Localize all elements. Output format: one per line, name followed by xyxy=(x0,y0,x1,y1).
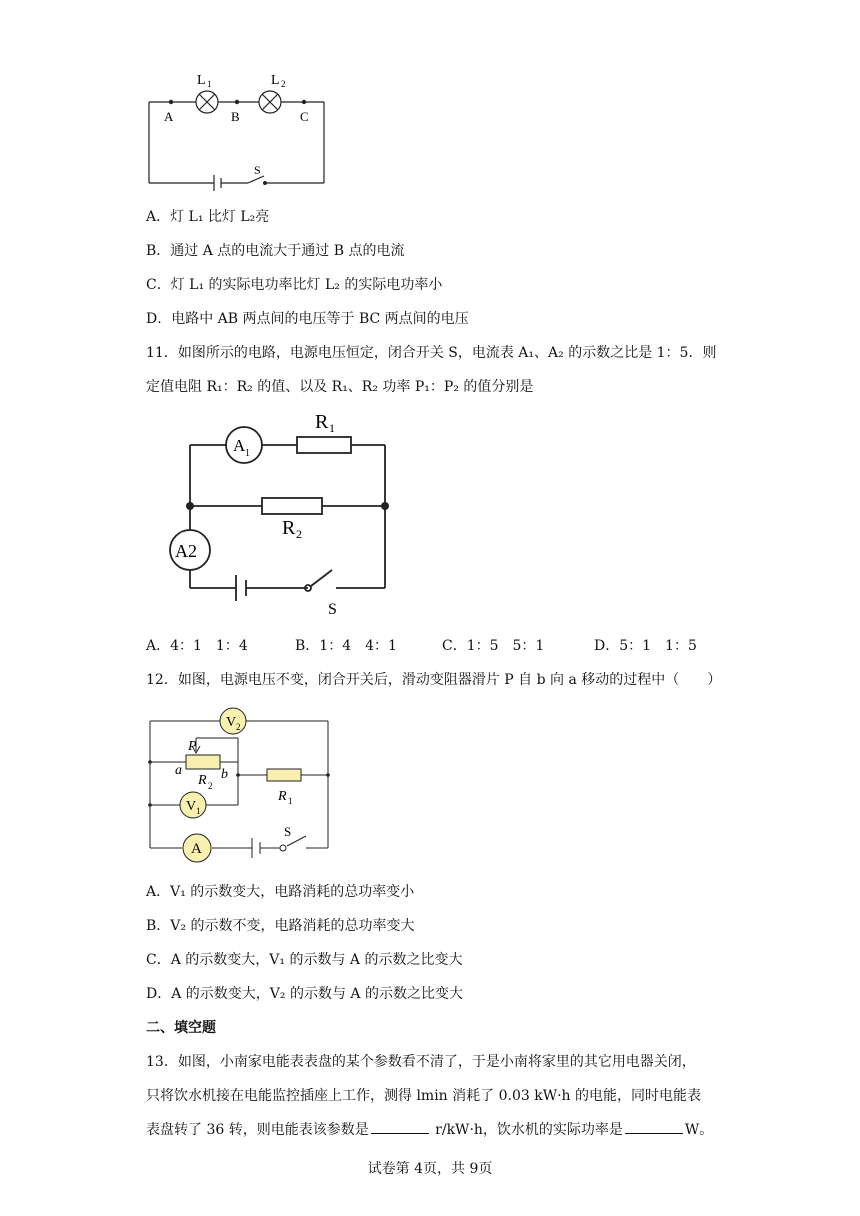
q12-option-d: D．A 的示数变大，V₂ 的示数与 A 的示数之比变大 xyxy=(146,986,463,1002)
q11-switch-label: S xyxy=(328,601,337,618)
q11-ammeter1-label: A xyxy=(233,436,246,455)
q12-end-a-label: a xyxy=(175,763,182,778)
q11-resistor1-sub: 1 xyxy=(329,421,335,435)
q11-text-line2: 定值电阻 R₁：R₂ 的值、以及 R₁、R₂ 功率 P₁：P₂ 的值分别是 xyxy=(146,379,534,395)
q12-slider-label: P xyxy=(188,739,197,754)
q11-option-a: A．4：1 1：4 xyxy=(146,638,248,654)
q11-resistor2-sub: 2 xyxy=(296,527,302,541)
q13-text-line1: 13．如图，小南家电能表表盘的某个参数看不清了，于是小南将家里的其它用电器关闭， xyxy=(146,1054,696,1070)
q10-label-l1-sub: 1 xyxy=(207,79,212,89)
q12-resistor-label: R xyxy=(278,789,287,804)
q10-point-a: A xyxy=(164,109,174,124)
q10-option-b: B．通过 A 点的电流大于通过 B 点的电流 xyxy=(146,243,405,259)
q10-point-c: C xyxy=(300,109,309,124)
q12-switch-label: S xyxy=(284,824,292,839)
q13-text-line3 xyxy=(146,1120,713,1140)
q11-text-line1: 11．如图所示的电路，电源电压恒定，闭合开关 S，电流表 A₁、A₂ 的示数之比是 1：5．则 xyxy=(146,345,717,361)
q11-option-b: B．1：4 4：1 xyxy=(295,638,397,654)
q11-resistor1-label: R xyxy=(315,411,329,433)
q11-circuit-diagram xyxy=(164,408,404,618)
q12-circuit-diagram xyxy=(140,700,340,870)
q10-option-d: D．电路中 AB 两点间的电压等于 BC 两点间的电压 xyxy=(146,311,469,327)
q13-text-line3-part1: 表盘转了 36 转，则电能表该参数是 xyxy=(146,1122,369,1138)
q10-label-l2-sub: 2 xyxy=(281,79,286,89)
section-title-fill-in: 二、填空题 xyxy=(146,1020,216,1036)
q12-end-b-label: b xyxy=(221,767,228,782)
q10-label-l2: L xyxy=(271,73,280,88)
q10-label-l1: L xyxy=(197,73,206,88)
page-footer: 试卷第 4页，共 9页 xyxy=(367,1161,493,1177)
q10-option-a: A．灯 L₁ 比灯 L₂亮 xyxy=(146,209,270,225)
q11-ammeter2-label: A2 xyxy=(175,541,197,561)
q12-v2-label: V xyxy=(226,715,237,730)
q12-v1-sub: 1 xyxy=(196,806,201,816)
q12-rheostat-label: R xyxy=(198,773,207,788)
q12-option-a: A．V₁ 的示数变大，电路消耗的总功率变小 xyxy=(146,884,415,900)
q12-ammeter-label: A xyxy=(191,841,202,857)
q12-rheostat-sub: 2 xyxy=(208,781,213,791)
q13-text-line3-part2: r/kW·h，饮水机的实际功率是 xyxy=(430,1122,623,1138)
q12-resistor-sub: 1 xyxy=(288,796,293,806)
q11-option-d: D．5：1 1：5 xyxy=(594,638,697,654)
q12-option-c: C．A 的示数变大，V₁ 的示数与 A 的示数之比变大 xyxy=(146,952,463,968)
q10-point-b: B xyxy=(231,109,240,124)
q12-option-b: B．V₂ 的示数不变，电路消耗的总功率变大 xyxy=(146,918,415,934)
q10-circuit-diagram xyxy=(140,66,340,191)
q13-blank-1[interactable] xyxy=(371,1120,429,1134)
q11-ammeter1-sub: 1 xyxy=(245,448,250,459)
q11-resistor2-label: R xyxy=(282,517,296,539)
q13-blank-2[interactable] xyxy=(625,1120,683,1134)
q13-text-line2: 只将饮水机接在电能监控插座上工作，测得 lmin 消耗了 0.03 kW·h 的电能，同时电能表 xyxy=(146,1088,702,1104)
q10-option-c: C．灯 L₁ 的实际电功率比灯 L₂ 的实际电功率小 xyxy=(146,277,443,293)
q11-option-c: C．1：5 5：1 xyxy=(442,638,545,654)
q12-text: 12．如图，电源电压不变，闭合开关后，滑动变阻器滑片 P 自 b 向 a 移动的过程中（ ） xyxy=(146,672,722,688)
q12-v2-sub: 2 xyxy=(236,722,241,732)
q13-text-line3-part3: W。 xyxy=(684,1122,714,1138)
q12-v1-label: V xyxy=(186,799,197,814)
q10-switch-label: S xyxy=(254,163,261,177)
